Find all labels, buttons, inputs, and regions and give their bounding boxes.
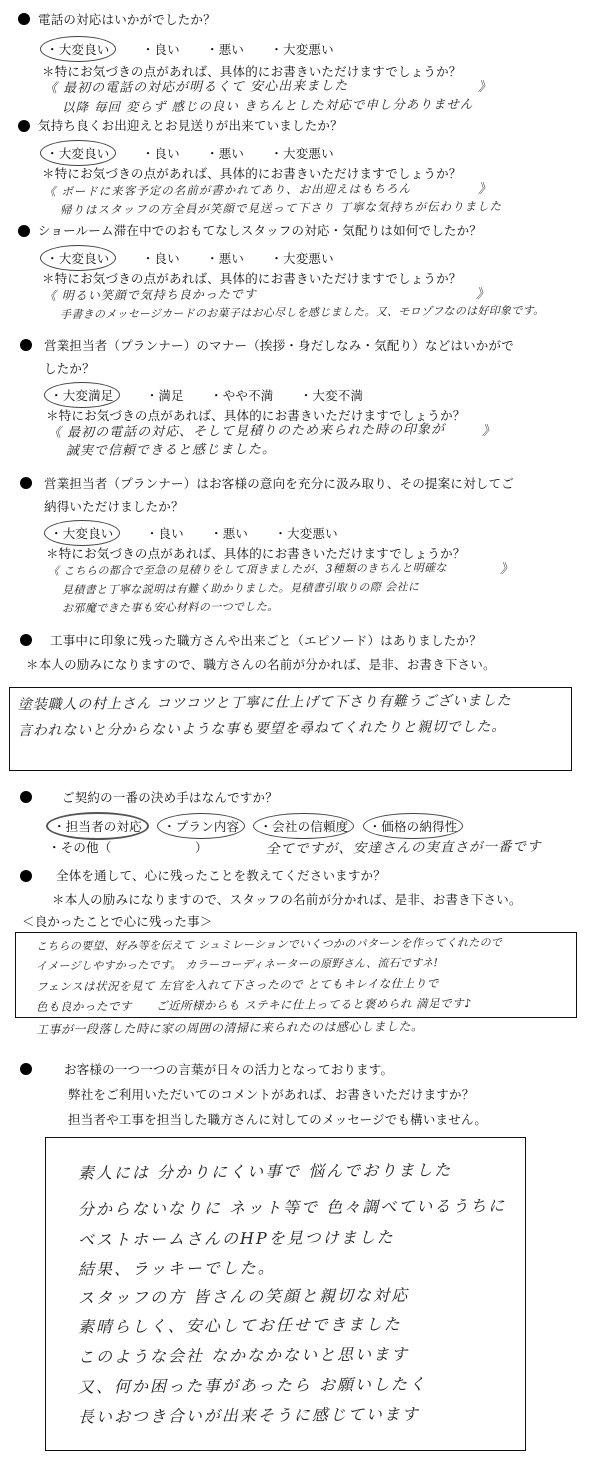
q8-note: ＊本人の励みになりますので、スタッフの名前が分かれば、是非、お書き下さい。 bbox=[52, 892, 522, 907]
q3-options bbox=[46, 245, 356, 271]
q9-answer-line: このような会社 なかなかないと思います bbox=[77, 1344, 410, 1367]
q1-option[interactable]: ・大変悪い bbox=[270, 42, 334, 57]
bullet-icon bbox=[20, 634, 32, 646]
q4-options bbox=[50, 382, 385, 408]
q4-answer-line: 《 最初の電話の対応、そして見積りのため来られた時の印象が bbox=[47, 422, 446, 441]
q1-note: ＊特にお気づきの点があれば、具体的にお書きいただけますでしょうか？ bbox=[42, 64, 462, 79]
q9-answer-line: 結果、ラッキーでした。 bbox=[77, 1258, 276, 1279]
q5-question-cont: 納得いただけましたか？ bbox=[44, 499, 184, 514]
q7-option-selected[interactable]: ・担当者の対応 bbox=[46, 812, 149, 840]
q2-option[interactable]: ・良い bbox=[141, 146, 180, 161]
q5-note: ＊特にお気づきの点があれば、具体的にお書きいただけますでしょうか？ bbox=[46, 546, 466, 561]
q5-option[interactable]: ・大変悪い bbox=[274, 526, 338, 541]
q6-answer-line: 言われないと分からないような事も要望を尋ねてくれたりと親切でした。 bbox=[17, 718, 507, 740]
q5-answer-close: 》 bbox=[499, 561, 515, 578]
q9-answer-line: ベストホームさんのHPを見つけました bbox=[77, 1227, 395, 1250]
q9-answer-line: 素人には 分かりにくい事で 悩んでおりました bbox=[77, 1160, 453, 1183]
q7-answer: 全てですが、安達さんの実直さが一番です bbox=[265, 838, 542, 858]
q7-option-selected[interactable]: ・価格の納得性 bbox=[363, 813, 464, 839]
q2-answer-line: 《 ボードに来客予定の名前が書かれてあり、お出迎えはもちろん bbox=[43, 181, 412, 199]
bullet-icon bbox=[18, 225, 30, 237]
bullet-icon bbox=[18, 13, 30, 25]
q3-note: ＊特にお気づきの点があれば、具体的にお書きいただけますでしょうか？ bbox=[42, 271, 462, 286]
q9-answer-line: 長いおつき合いが出来そうに感じています bbox=[77, 1404, 420, 1427]
q5-options bbox=[50, 520, 360, 546]
q3-option[interactable]: ・良い bbox=[141, 251, 180, 266]
q7-question: ご契約の一番の決め手はなんですか？ bbox=[62, 790, 278, 805]
q5-answer-line: 《 こちらの都合で至急の見積りをして頂きましたが、3種類のきちんと明確な bbox=[47, 561, 447, 578]
q4-option[interactable]: ・やや不満 bbox=[210, 388, 274, 403]
q5-question: 営業担当者（プランナー）はお客様の意向を充分に汲み取り、その提案に対してご bbox=[44, 476, 514, 491]
q4-question: 営業担当者（プランナー）のマナー（挨拶・身だしなみ・気配り）などはいかがで bbox=[44, 338, 514, 353]
q8-answer-line: イメージしやすかったです。 カラーコーディネーターの原野さん、流石ですネ! bbox=[35, 956, 439, 973]
q1-option[interactable]: ・悪い bbox=[206, 42, 245, 57]
q6-question: 工事中に印象に残った職方さんや出来ごと（エピソード）はありましたか？ bbox=[50, 633, 482, 648]
q8-question: 全体を通して、心に残ったことを教えてくださいますか？ bbox=[56, 868, 386, 883]
q1-option-selected[interactable]: ・大変良い bbox=[40, 36, 116, 62]
q3-answer-line: 手書きのメッセージカードのお菓子はお心尽しを感じました。又、モロゾフなのは好印象です。 bbox=[59, 303, 545, 322]
q2-options bbox=[46, 140, 356, 166]
bullet-icon bbox=[20, 791, 32, 803]
q4-option[interactable]: ・満足 bbox=[145, 388, 184, 403]
q1-answer-line: 《 最初の電話の対応が明るくて 安心出来ました bbox=[43, 78, 349, 97]
q2-option-selected[interactable]: ・大変良い bbox=[40, 140, 116, 166]
q3-option[interactable]: ・大変悪い bbox=[270, 251, 334, 266]
q4-option[interactable]: ・大変不満 bbox=[299, 388, 364, 403]
q2-option[interactable]: ・悪い bbox=[206, 146, 245, 161]
q1-question: 電話の対応はいかがでしたか？ bbox=[38, 12, 216, 27]
q5-answer-line: 見積書と丁寧な説明は有難く助かりました。見積書引取りの際 会社に bbox=[61, 580, 420, 597]
q1-option[interactable]: ・良い bbox=[141, 42, 180, 57]
q9-answer-line: 素晴らしく、安心してお任せできました bbox=[77, 1314, 402, 1337]
q8-answer-line: 工事が一段落した時に家の周囲の清掃に来られたのは感心しました。 bbox=[35, 1019, 424, 1037]
bullet-icon bbox=[20, 1063, 32, 1075]
q7-options bbox=[52, 812, 485, 840]
q7-option-selected[interactable]: ・プラン内容 bbox=[157, 813, 245, 839]
bullet-icon bbox=[18, 120, 30, 132]
q5-option[interactable]: ・悪い bbox=[210, 526, 249, 541]
q5-answer-line: お邪魔できた事も安心材料の一つでした。 bbox=[61, 600, 279, 615]
q1-options bbox=[46, 36, 356, 62]
q5-option-selected[interactable]: ・大変良い bbox=[44, 520, 120, 546]
q2-option[interactable]: ・大変悪い bbox=[270, 146, 334, 161]
q2-note: ＊特にお気づきの点があれば、具体的にお書きいただけますでしょうか？ bbox=[42, 166, 462, 181]
q1-answer-close: 》 bbox=[477, 79, 493, 96]
q3-answer-line: 《 明るい笑顔で気持ち良かったです bbox=[43, 287, 257, 303]
bullet-icon bbox=[20, 339, 32, 351]
q6-note: ＊本人の励みになりますので、職方さんの名前が分かれば、是非、お書き下さい。 bbox=[26, 657, 496, 672]
q3-option[interactable]: ・悪い bbox=[206, 251, 245, 266]
q8-label: ＜良かったことで心に残った事＞ bbox=[22, 914, 213, 929]
q2-question: 気持ち良くお出迎えとお見送りが出来ていましたか？ bbox=[38, 118, 343, 133]
q3-question: ショールーム滞在中でのおもてなしスタッフの対応・気配りは如何でしたか？ bbox=[38, 223, 483, 238]
q9-answer-line: 分からないなりに ネット等で 色々調べているうちに bbox=[77, 1196, 507, 1219]
q7-other-option[interactable]: ・その他（ bbox=[48, 840, 112, 855]
q4-note: ＊特にお気づきの点があれば、具体的にお書きいただけますでしょうか？ bbox=[46, 408, 466, 423]
q5-option[interactable]: ・良い bbox=[145, 526, 184, 541]
q9-answer-line: スタッフの方 皆さんの笑顔と親切な対応 bbox=[77, 1285, 410, 1308]
q8-answer-line: こちらの要望、好み等を伝えて シュミレーションでいくつかのパターンを作ってくれたので bbox=[35, 935, 503, 954]
bullet-icon bbox=[20, 870, 32, 882]
bullet-icon bbox=[20, 477, 32, 489]
q3-answer-close: 》 bbox=[475, 286, 491, 303]
q8-answer-line: フェンスは状況を見て 左官を入れて下さったので とてもキレイな仕上りで bbox=[35, 976, 439, 994]
q4-answer-close: 》 bbox=[481, 423, 497, 440]
q7-option-selected[interactable]: ・会社の信頼度 bbox=[253, 813, 354, 839]
q4-question-cont: したか？ bbox=[44, 361, 95, 376]
q9-prompt-line: 弊社をご利用いただいてのコメントがあれば、お書きいただけますか？ bbox=[68, 1087, 475, 1102]
q9-prompt-line: 担当者や工事を担当した職方さんに対してのメッセージでも構いません。 bbox=[68, 1112, 488, 1127]
q4-option-selected[interactable]: ・大変満足 bbox=[44, 382, 120, 408]
q7-other-close: ） bbox=[195, 840, 208, 855]
q9-answer-line: 又、何か困った事があったら お願いしたく bbox=[77, 1374, 428, 1397]
q2-answer-close: 》 bbox=[477, 181, 493, 198]
q2-answer-line: 帰りはスタッフの方全員が笑顔で見送って下さり 丁寧な気持ちが伝わりました bbox=[59, 199, 503, 217]
q1-answer-line: 以降 毎回 変らず 感じの良い きちんとした対応で申し分ありません bbox=[61, 96, 474, 115]
q4-answer-line: 誠実で信頼できると感じました。 bbox=[65, 442, 277, 459]
q3-option-selected[interactable]: ・大変良い bbox=[40, 245, 116, 271]
q9-prompt-line: お客様の一つ一つの言葉が日々の活力となっております。 bbox=[64, 1062, 394, 1077]
q8-answer-line: 色も良かったです ご近所様からも ステキに仕上ってると褒められ 満足です♪ bbox=[35, 996, 472, 1014]
q6-answer-line: 塗装職人の村上さん コツコツと丁寧に仕上げて下さり有難うございました bbox=[17, 692, 512, 714]
